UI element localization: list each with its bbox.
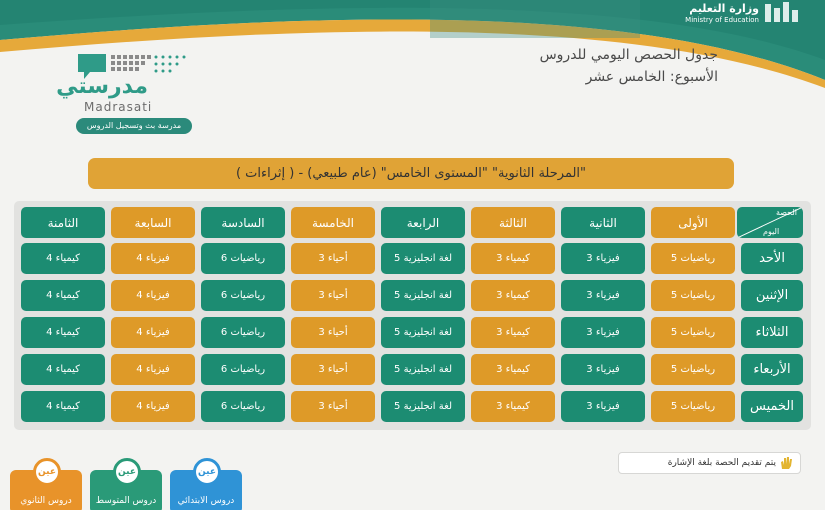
day-label: الإثنين	[741, 280, 803, 311]
corner-day-label: اليوم	[763, 227, 780, 236]
schedule-cell: فيزياء 4	[111, 280, 195, 311]
corner-header	[737, 207, 803, 238]
schedule-cell: رياضيات 5	[651, 280, 735, 311]
corner-period-label: الحصة	[775, 208, 797, 217]
schedule-cell: فيزياء 3	[561, 317, 645, 348]
schedule-cell: فيزياء 4	[111, 354, 195, 385]
ministry-english: Ministry of Education	[685, 16, 759, 24]
logo-arabic-text: مدرستي	[56, 74, 148, 99]
channel-middle-card[interactable]	[90, 467, 162, 510]
madrasati-logo	[56, 52, 201, 134]
logo-latin-text: Madrasati	[84, 100, 153, 114]
schedule-cell: كيمياء 4	[21, 391, 105, 422]
day-label: الخميس	[741, 391, 803, 422]
schedule-cell: فيزياء 3	[561, 243, 645, 274]
page-title	[540, 44, 718, 88]
schedule-cell: أحياء 3	[291, 280, 375, 311]
schedule-cell: كيمياء 4	[21, 317, 105, 348]
logo-tagline: مدرسة بث وتسجيل الدروس	[76, 118, 192, 134]
channel-secondary-label: دروس الثانوي	[20, 496, 72, 506]
sign-language-note	[618, 452, 801, 474]
schedule-cell: أحياء 3	[291, 243, 375, 274]
schedule-cell: رياضيات 6	[201, 391, 285, 422]
schedule-cell: لغة انجليزية 5	[381, 354, 465, 385]
period-header: الثامنة	[21, 207, 105, 238]
schedule-cell: فيزياء 3	[561, 391, 645, 422]
schedule-cell: رياضيات 6	[201, 317, 285, 348]
period-header: الخامسة	[291, 207, 375, 238]
schedule-cell: فيزياء 4	[111, 243, 195, 274]
ain-channel-icon: عين	[193, 458, 221, 486]
period-header: الثالثة	[471, 207, 555, 238]
period-header: الأولى	[651, 207, 735, 238]
title-line-1: جدول الحصص اليومي للدروس	[539, 47, 718, 63]
schedule-cell: كيمياء 3	[471, 243, 555, 274]
schedule-cell: كيمياء 3	[471, 391, 555, 422]
ministry-arabic: وزارة التعليم	[689, 2, 759, 15]
stage-banner: "المرحلة الثانوية" "المستوى الخامس" (عام طبيعي) - ( إثراءات )	[88, 158, 734, 189]
schedule-cell: رياضيات 5	[651, 317, 735, 348]
schedule-cell: فيزياء 3	[561, 354, 645, 385]
ain-channel-icon: عين	[33, 458, 61, 486]
schedule-cell: كيمياء 3	[471, 354, 555, 385]
ministry-logo-icon	[763, 0, 805, 26]
schedule-cell: كيمياء 4	[21, 354, 105, 385]
schedule-cell: رياضيات 6	[201, 280, 285, 311]
sign-language-hand-icon	[779, 456, 795, 470]
schedule-cell: رياضيات 6	[201, 354, 285, 385]
title-line-2: الأسبوع: الخامس عشر	[585, 69, 718, 85]
period-header: الثانية	[561, 207, 645, 238]
ain-channel-icon: عين	[113, 458, 141, 486]
day-label: الثلاثاء	[741, 317, 803, 348]
schedule-cell: أحياء 3	[291, 354, 375, 385]
schedule-cell: رياضيات 6	[201, 243, 285, 274]
day-label: الأربعاء	[741, 354, 803, 385]
channel-secondary-card[interactable]	[10, 467, 82, 510]
schedule-cell: فيزياء 4	[111, 391, 195, 422]
schedule-cell: كيمياء 3	[471, 317, 555, 348]
schedule-cell: لغة انجليزية 5	[381, 280, 465, 311]
schedule-cell: لغة انجليزية 5	[381, 317, 465, 348]
period-header: السابعة	[111, 207, 195, 238]
ministry-label	[685, 2, 759, 25]
schedule-cell: رياضيات 5	[651, 391, 735, 422]
schedule-cell: كيمياء 4	[21, 280, 105, 311]
sign-language-text: يتم تقديم الحصة بلغة الإشارة	[667, 458, 776, 468]
channel-middle-label: دروس المتوسط	[95, 496, 157, 506]
schedule-cell: رياضيات 5	[651, 354, 735, 385]
schedule-cell: فيزياء 3	[561, 280, 645, 311]
channel-primary-label: دروس الابتدائي	[177, 496, 235, 506]
schedule-cell: لغة انجليزية 5	[381, 391, 465, 422]
period-header: السادسة	[201, 207, 285, 238]
schedule-cell: كيمياء 4	[21, 243, 105, 274]
schedule-cell: فيزياء 4	[111, 317, 195, 348]
day-label: الأحد	[741, 243, 803, 274]
schedule-cell: أحياء 3	[291, 391, 375, 422]
schedule-cell: رياضيات 5	[651, 243, 735, 274]
period-header: الرابعة	[381, 207, 465, 238]
schedule-cell: أحياء 3	[291, 317, 375, 348]
schedule-cell: كيمياء 3	[471, 280, 555, 311]
schedule-cell: لغة انجليزية 5	[381, 243, 465, 274]
channel-primary-card[interactable]	[170, 467, 242, 510]
